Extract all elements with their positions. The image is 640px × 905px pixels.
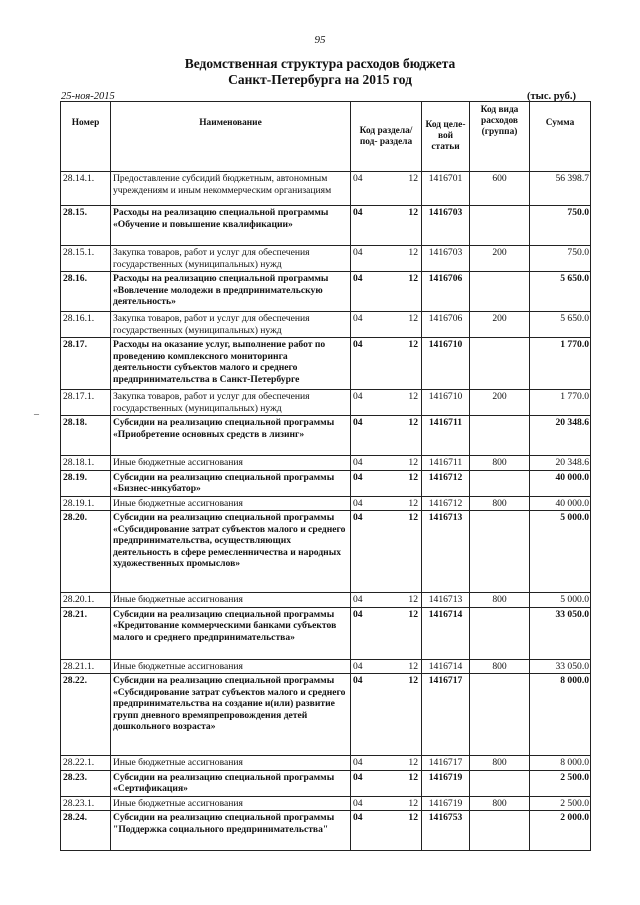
row-section: 04 [351,390,384,416]
row-subsection: 12 [384,674,422,756]
row-subsection: 12 [384,607,422,659]
row-target: 1416714 [422,659,470,674]
page-number: 95 [314,34,326,46]
row-name: Субсидии на реализацию специальной программы "Поддержка социального предпринимательства" [111,811,351,851]
row-target: 1416712 [422,470,470,496]
row-name: Расходы на оказание услуг, выполнение работ по проведению комплексного мониторинга деятельности субъектов малого и среднего предпринимательства в Санкт-Петербурге [111,338,351,390]
row-expense-type [470,811,530,851]
row-target: 1416717 [422,674,470,756]
row-section: 04 [351,674,384,756]
row-expense-type [470,511,530,593]
row-target: 1416719 [422,770,470,796]
table-row [61,674,591,756]
table-row [61,496,591,511]
row-number: 28.15. [61,206,111,246]
table-row [61,246,591,272]
row-sum: 2 000.0 [530,811,591,851]
table-row [61,796,591,811]
row-expense-type [470,674,530,756]
row-name: Расходы на реализацию специальной программы «Обучение и повышение квалификации» [111,206,351,246]
table-row [61,390,591,416]
header-target: Код целе- вой статьи [422,102,470,172]
header-section: Код раздела/ под- раздела [351,102,422,172]
row-expense-type: 800 [470,593,530,608]
row-expense-type: 600 [470,172,530,206]
table-row [61,511,591,593]
row-section: 04 [351,470,384,496]
row-subsection: 12 [384,272,422,312]
row-name: Субсидии на реализацию специальной программы «Бизнес-инкубатор» [111,470,351,496]
row-number: 28.20. [61,511,111,593]
row-expense-type [470,416,530,456]
row-sum: 40 000.0 [530,496,591,511]
row-expense-type [470,272,530,312]
row-section: 04 [351,593,384,608]
table-row [61,338,591,390]
title-line-2: Санкт-Петербурга на 2015 год [228,72,412,87]
row-section: 04 [351,416,384,456]
title-line-1: Ведомственная структура расходов бюджета [184,56,456,71]
row-target: 1416710 [422,338,470,390]
document-date: 25-ноя-2015 [61,91,115,102]
row-number: 28.15.1. [61,246,111,272]
row-section: 04 [351,272,384,312]
row-expense-type: 800 [470,796,530,811]
row-subsection: 12 [384,390,422,416]
row-target: 1416701 [422,172,470,206]
row-sum: 33 050.0 [530,659,591,674]
row-sum: 40 000.0 [530,470,591,496]
row-number: 28.17. [61,338,111,390]
row-section: 04 [351,756,384,771]
row-subsection: 12 [384,770,422,796]
row-target: 1416713 [422,593,470,608]
row-name: Субсидии на реализацию специальной программы «Сертификация» [111,770,351,796]
row-expense-type [470,470,530,496]
row-section: 04 [351,796,384,811]
row-expense-type [470,206,530,246]
row-subsection: 12 [384,246,422,272]
row-number: 28.22.1. [61,756,111,771]
row-target: 1416703 [422,246,470,272]
row-expense-type: 800 [470,456,530,471]
row-sum: 2 500.0 [530,770,591,796]
row-expense-type: 200 [470,312,530,338]
row-number: 28.22. [61,674,111,756]
row-name: Субсидии на реализацию специальной программы «Субсидирование затрат субъектов малого и среднего предпринимательства, осуществляющих деятельность в сфере ремесленничества и народных художественных промыслов» [111,511,351,593]
row-sum: 1 770.0 [530,338,591,390]
row-expense-type: 200 [470,246,530,272]
row-target: 1416717 [422,756,470,771]
row-name: Субсидии на реализацию специальной программы «Приобретение основных средств в лизинг» [111,416,351,456]
row-sum: 1 770.0 [530,390,591,416]
row-subsection: 12 [384,756,422,771]
row-sum: 20 348.6 [530,416,591,456]
row-target: 1416712 [422,496,470,511]
header-expense-type: Код вида расходов (группа) [470,102,530,172]
row-name: Иные бюджетные ассигнования [111,456,351,471]
row-name: Иные бюджетные ассигнования [111,659,351,674]
row-section: 04 [351,172,384,206]
row-expense-type [470,770,530,796]
row-name: Расходы на реализацию специальной программы «Вовлечение молодежи в предпринимательскую деятельность» [111,272,351,312]
row-section: 04 [351,811,384,851]
row-target: 1416719 [422,796,470,811]
row-sum: 8 000.0 [530,674,591,756]
row-number: 28.18. [61,416,111,456]
row-expense-type: 200 [470,390,530,416]
row-name: Закупка товаров, работ и услуг для обеспечения государственных (муниципальных) нужд [111,246,351,272]
row-number: 28.19. [61,470,111,496]
row-section: 04 [351,607,384,659]
row-target: 1416713 [422,511,470,593]
row-subsection: 12 [384,456,422,471]
row-section: 04 [351,246,384,272]
row-subsection: 12 [384,659,422,674]
table-row [61,756,591,771]
row-number: 28.24. [61,811,111,851]
row-subsection: 12 [384,416,422,456]
table-row [61,470,591,496]
row-subsection: 12 [384,811,422,851]
row-section: 04 [351,206,384,246]
row-target: 1416706 [422,312,470,338]
table-row [61,770,591,796]
row-subsection: 12 [384,312,422,338]
row-number: 28.21.1. [61,659,111,674]
row-number: 28.23. [61,770,111,796]
row-sum: 8 000.0 [530,756,591,771]
row-expense-type: 800 [470,496,530,511]
row-name: Иные бюджетные ассигнования [111,593,351,608]
row-sum: 2 500.0 [530,796,591,811]
row-expense-type [470,607,530,659]
row-subsection: 12 [384,593,422,608]
row-target: 1416711 [422,456,470,471]
row-sum: 5 000.0 [530,511,591,593]
row-subsection: 12 [384,206,422,246]
row-number: 28.23.1. [61,796,111,811]
table-row [61,272,591,312]
row-name: Иные бюджетные ассигнования [111,496,351,511]
row-sum: 5 650.0 [530,272,591,312]
budget-table [60,101,591,851]
row-expense-type [470,338,530,390]
row-target: 1416706 [422,272,470,312]
row-target: 1416753 [422,811,470,851]
header-sum: Сумма [530,102,591,172]
row-target: 1416710 [422,390,470,416]
table-body [61,172,591,851]
row-name: Иные бюджетные ассигнования [111,756,351,771]
units-label: (тыс. руб.) [527,91,576,102]
row-number: 28.21. [61,607,111,659]
row-sum: 56 398.7 [530,172,591,206]
row-target: 1416711 [422,416,470,456]
row-name: Иные бюджетные ассигнования [111,796,351,811]
table-row [61,456,591,471]
row-name: Субсидии на реализацию специальной программы «Субсидирование затрат субъектов малого и среднего предпринимательства на создание и(или) развитие групп дневного времяпрепровождения детей дошкольного возраста» [111,674,351,756]
table-header-row [61,102,591,172]
row-sum: 750.0 [530,246,591,272]
header-number: Номер [61,102,111,172]
row-sum: 5 650.0 [530,312,591,338]
row-sum: 750.0 [530,206,591,246]
row-subsection: 12 [384,470,422,496]
table-row [61,206,591,246]
table-row [61,593,591,608]
row-section: 04 [351,511,384,593]
row-target: 1416714 [422,607,470,659]
table-row [61,607,591,659]
row-target: 1416703 [422,206,470,246]
row-expense-type: 800 [470,659,530,674]
row-subsection: 12 [384,172,422,206]
row-name: Закупка товаров, работ и услуг для обеспечения государственных (муниципальных) нужд [111,390,351,416]
margin-mark: – [34,409,39,420]
table-row [61,312,591,338]
document-title [0,56,640,88]
row-name: Субсидии на реализацию специальной программы «Кредитование коммерческими банками субъектов малого и среднего предпринимательства» [111,607,351,659]
row-section: 04 [351,312,384,338]
row-section: 04 [351,456,384,471]
row-sum: 33 050.0 [530,607,591,659]
row-subsection: 12 [384,338,422,390]
row-subsection: 12 [384,796,422,811]
row-name: Предоставление субсидий бюджетным, автономным учреждениям и иным некоммерческим организациям [111,172,351,206]
row-subsection: 12 [384,496,422,511]
row-number: 28.20.1. [61,593,111,608]
table-row [61,811,591,851]
row-number: 28.14.1. [61,172,111,206]
table-row [61,172,591,206]
row-name: Закупка товаров, работ и услуг для обеспечения государственных (муниципальных) нужд [111,312,351,338]
row-section: 04 [351,338,384,390]
row-expense-type: 800 [470,756,530,771]
table-row [61,416,591,456]
row-number: 28.18.1. [61,456,111,471]
row-number: 28.17.1. [61,390,111,416]
row-sum: 20 348.6 [530,456,591,471]
row-section: 04 [351,659,384,674]
table-row [61,659,591,674]
row-section: 04 [351,496,384,511]
row-sum: 5 000.0 [530,593,591,608]
row-section: 04 [351,770,384,796]
header-name: Наименование [111,102,351,172]
row-subsection: 12 [384,511,422,593]
row-number: 28.16. [61,272,111,312]
row-number: 28.16.1. [61,312,111,338]
row-number: 28.19.1. [61,496,111,511]
